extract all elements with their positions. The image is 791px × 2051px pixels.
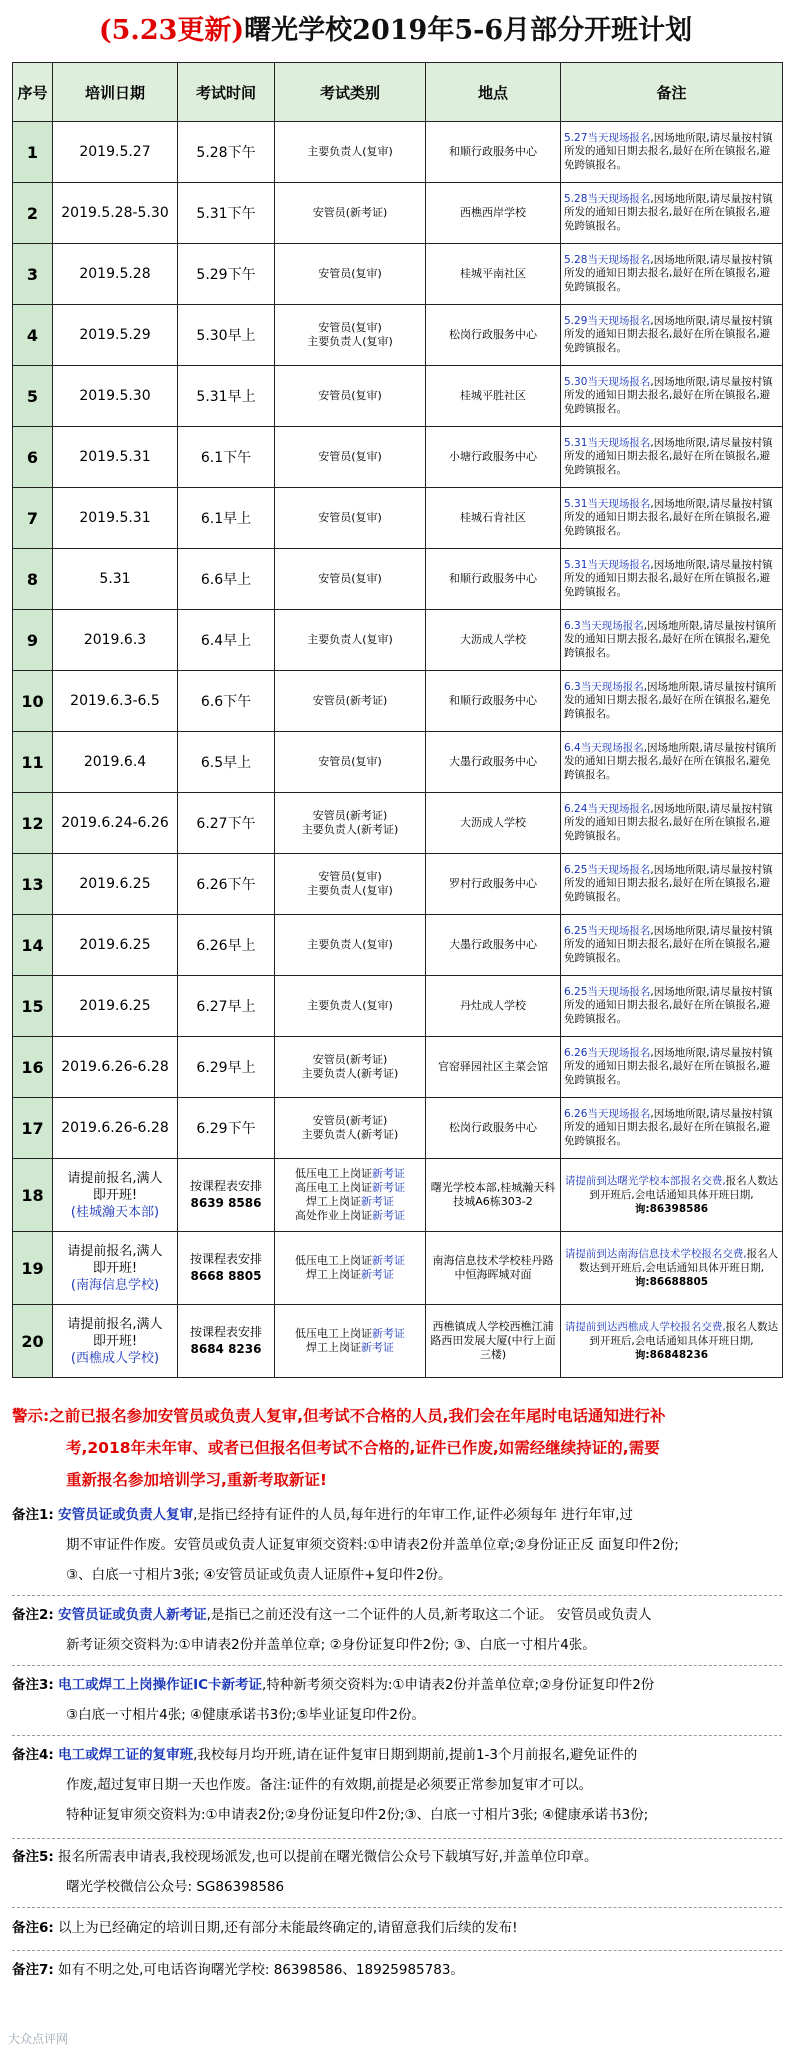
row-note-signup: 5.27当天现场报名 (564, 131, 651, 144)
row-no: 3 (13, 244, 53, 305)
row-note (561, 244, 783, 305)
row-exam-time: 6.29下午 (178, 1098, 275, 1159)
row-date-campus: (西樵成人学校) (70, 1350, 160, 1366)
row-note-signup: 6.26当天现场报名 (564, 1046, 651, 1059)
note-2-text-1: ,是指已之前还没有这一二个证件的人员,新考取这二个证。 安管员或负责人 (206, 1607, 652, 1623)
row-exam-time (178, 1232, 275, 1305)
page-title (0, 8, 791, 47)
row-place: 大沥成人学校 (426, 610, 561, 671)
row-note-text: ,因场地所限,请尽量按村镇所发的通知日期去报名,最好在所在镇报名,避免跨镇报名。 (564, 253, 773, 293)
header-place: 地点 (426, 63, 561, 122)
table-row (13, 549, 783, 610)
row-no: 20 (13, 1305, 53, 1378)
row-exam-time: 6.1早上 (178, 488, 275, 549)
table-row (13, 1159, 783, 1232)
note-6-text-1: 以上为已经确定的培训日期,还有部分未能最终确定的,请留意我们后续的发布! (58, 1920, 518, 1936)
row-note-text: ,因场地所限,请尽量按村镇所发的通知日期去报名,最好在所在镇报名,避免跨镇报名。 (564, 985, 773, 1025)
row-date: 2019.6.3-6.5 (53, 671, 178, 732)
row-exam-type-line: 安管员(复审) (318, 755, 382, 768)
table-row (13, 1305, 783, 1378)
row-note-text: 报名人数达到开班后,会电话通知具体开班日期, (578, 1248, 779, 1274)
note-2-highlight: 安管员证或负责人新考证 (58, 1607, 207, 1623)
row-note (561, 732, 783, 793)
header-exam: 考试时间 (178, 63, 275, 122)
row-exam-type-kind: 新考证 (361, 1195, 394, 1208)
row-note-signup: 5.31当天现场报名 (564, 497, 651, 510)
row-date-line: 请提前报名,满人 (67, 1243, 163, 1259)
row-note (561, 671, 783, 732)
row-exam-type-line: 主要负责人(新考证) (301, 823, 399, 836)
row-exam-type-kind: 新考证 (372, 1327, 405, 1340)
row-exam-type (275, 671, 426, 732)
row-date: 2019.5.29 (53, 305, 178, 366)
row-note-phone: 询:86688805 (634, 1276, 709, 1288)
row-place: 丹灶成人学校 (426, 976, 561, 1037)
row-note (561, 1232, 783, 1305)
table-row (13, 854, 783, 915)
warning-line-3: 重新报名参加培训学习,重新考取新证! (66, 1471, 327, 1489)
row-note-text: ,因场地所限,请尽量按村镇所发的通知日期去报名,最好在所在镇报名,避免跨镇报名。 (564, 924, 773, 964)
row-no: 6 (13, 427, 53, 488)
row-exam-time (178, 1305, 275, 1378)
row-exam-type-cert: 低压电工上岗证 (295, 1327, 372, 1340)
row-exam-type-cert: 焊工上岗证 (306, 1341, 361, 1354)
note-6-label: 备注6: (12, 1920, 54, 1936)
row-no: 17 (13, 1098, 53, 1159)
row-date: 5.31 (53, 549, 178, 610)
row-exam-line: 按课程表安排 (189, 1325, 262, 1339)
table-row (13, 610, 783, 671)
row-no: 12 (13, 793, 53, 854)
row-date: 2019.6.4 (53, 732, 178, 793)
row-exam-type-cert: 高处作业上岗证 (295, 1209, 372, 1222)
row-exam-line: 按课程表安排 (189, 1252, 262, 1266)
note-4-highlight: 电工或焊工证的复审班 (58, 1747, 194, 1763)
divider (12, 1838, 782, 1839)
row-date: 2019.6.26-6.28 (53, 1098, 178, 1159)
row-exam-type-line: 主要负责人(复审) (307, 633, 393, 646)
row-note (561, 915, 783, 976)
row-note-signup: 6.3当天现场报名 (564, 619, 644, 632)
row-date-line: 即开班! (92, 1187, 138, 1203)
table-row (13, 366, 783, 427)
row-no: 11 (13, 732, 53, 793)
row-exam-type (275, 1098, 426, 1159)
row-date-line: 请提前报名,满人 (67, 1316, 163, 1332)
header-no: 序号 (13, 63, 53, 122)
row-note (561, 366, 783, 427)
row-exam-time: 6.6早上 (178, 549, 275, 610)
row-note-signup: 5.28当天现场报名 (564, 192, 651, 205)
row-note-text: ,因场地所限,请尽量按村镇所发的通知日期去报名,最好在所在镇报名,避免跨镇报名。 (564, 436, 773, 476)
row-exam-type-line: 主要负责人(新考证) (301, 1128, 399, 1141)
row-exam-type-kind: 新考证 (372, 1181, 405, 1194)
note-4-text-1: ,我校每月均开班,请在证件复审日期到期前,提前1-3个月前报名,避免证件的 (193, 1747, 638, 1763)
row-exam-type-kind: 新考证 (372, 1209, 405, 1222)
row-exam-type-kind: 新考证 (361, 1268, 394, 1281)
row-exam-type-line: 安管员(复审) (318, 511, 382, 524)
row-date: 2019.5.31 (53, 488, 178, 549)
row-note-signup: 6.26当天现场报名 (564, 1107, 651, 1120)
row-note (561, 976, 783, 1037)
row-note-text: ,因场地所限,请尽量按村镇所发的通知日期去报名,最好在所在镇报名,避免跨镇报名。 (564, 863, 773, 903)
table-row (13, 305, 783, 366)
table-row (13, 1098, 783, 1159)
row-exam-type (275, 1305, 426, 1378)
row-note (561, 1098, 783, 1159)
row-exam-time (178, 1159, 275, 1232)
header-note: 备注 (561, 63, 783, 122)
row-date-line: 即开班! (92, 1333, 138, 1349)
row-place: 桂城平胜社区 (426, 366, 561, 427)
note-7-text-1: 如有不明之处,可电话咨询曙光学校: 86398586、18925985783。 (58, 1962, 464, 1978)
row-note-signup: 5.31当天现场报名 (564, 436, 651, 449)
row-date: 2019.6.25 (53, 915, 178, 976)
row-note (561, 610, 783, 671)
row-exam-type-line (277, 1195, 423, 1209)
row-exam-type-line: 主要负责人(复审) (307, 999, 393, 1012)
row-exam-type (275, 732, 426, 793)
row-exam-type (275, 915, 426, 976)
row-note-text: ,因场地所限,请尽量按村镇所发的通知日期去报名,最好在所在镇报名,避免跨镇报名。 (564, 680, 777, 720)
note-1 (12, 1500, 782, 1590)
row-exam-type-line: 主要负责人(复审) (307, 884, 393, 897)
row-note-phone: 询:86848236 (634, 1349, 709, 1361)
row-place: 南海信息技术学校桂丹路中恒海晖城对面 (426, 1232, 561, 1305)
row-no: 16 (13, 1037, 53, 1098)
note-4-label: 备注4: (12, 1747, 54, 1763)
row-exam-time: 6.26早上 (178, 915, 275, 976)
row-place: 桂城石肯社区 (426, 488, 561, 549)
row-exam-type-line: 安管员(复审) (318, 389, 382, 402)
header-date: 培训日期 (53, 63, 178, 122)
row-exam-phone: 8668 8805 (190, 1269, 262, 1283)
note-1-label: 备注1: (12, 1507, 54, 1523)
note-1-text-1: ,是指已经持有证件的人员,每年进行的年审工作,证件必须每年 进行年审,过 (193, 1507, 634, 1523)
row-date: 2019.5.28 (53, 244, 178, 305)
row-exam-time: 6.1下午 (178, 427, 275, 488)
row-date-campus: (南海信息学校) (70, 1277, 160, 1293)
row-note (561, 1037, 783, 1098)
row-place: 小塘行政服务中心 (426, 427, 561, 488)
note-5 (12, 1842, 782, 1902)
row-no: 2 (13, 183, 53, 244)
note-6 (12, 1913, 782, 1943)
row-no: 7 (13, 488, 53, 549)
row-note-signup: 5.29当天现场报名 (564, 314, 651, 327)
row-no: 8 (13, 549, 53, 610)
table-row (13, 671, 783, 732)
row-exam-phone: 8639 8586 (190, 1196, 262, 1210)
row-exam-type-line (277, 1209, 423, 1223)
row-exam-type-line (277, 1268, 423, 1282)
row-exam-type (275, 854, 426, 915)
row-exam-type (275, 1037, 426, 1098)
row-date: 2019.6.24-6.26 (53, 793, 178, 854)
header-type: 考试类别 (275, 63, 426, 122)
row-exam-type (275, 244, 426, 305)
row-exam-type-line: 安管员(复审) (318, 572, 382, 585)
row-place: 和顺行政服务中心 (426, 122, 561, 183)
row-exam-type-kind: 新考证 (372, 1167, 405, 1180)
table-row (13, 732, 783, 793)
row-note-phone: 询:86398586 (634, 1203, 709, 1215)
note-4-text-2: 作废,超过复审日期一天也作废。备注:证件的有效期,前提是必须要正常参加复审才可以。 (66, 1777, 593, 1793)
row-exam-type-line: 安管员(新考证) (312, 1114, 388, 1127)
title-update-tag: (5.23更新) (98, 15, 245, 46)
row-note-signup: 5.31当天现场报名 (564, 558, 651, 571)
row-no: 19 (13, 1232, 53, 1305)
row-note-text: 报名人数达到开班后,会电话通知具体开班日期, (589, 1321, 779, 1347)
row-exam-time: 6.5早上 (178, 732, 275, 793)
row-exam-type-line (277, 1181, 423, 1195)
row-place: 松岗行政服务中心 (426, 305, 561, 366)
table-row (13, 183, 783, 244)
row-note-text: ,因场地所限,请尽量按村镇所发的通知日期去报名,最好在所在镇报名,避免跨镇报名。 (564, 192, 773, 232)
row-exam-type-line: 安管员(复审) (318, 870, 382, 883)
row-exam-type (275, 610, 426, 671)
note-4 (12, 1740, 782, 1830)
table-row (13, 488, 783, 549)
row-exam-time: 6.4早上 (178, 610, 275, 671)
row-no: 10 (13, 671, 53, 732)
row-exam-type-line: 主要负责人(新考证) (301, 1067, 399, 1080)
title-main: 曙光学校2019年5-6月部分开班计划 (244, 15, 693, 46)
row-date: 2019.6.26-6.28 (53, 1037, 178, 1098)
row-exam-type-line: 安管员(复审) (318, 450, 382, 463)
row-exam-type (275, 427, 426, 488)
row-no: 4 (13, 305, 53, 366)
row-note-signup: 6.24当天现场报名 (564, 802, 651, 815)
note-2-text-2: 新考证须交资料为:①申请表2份并盖单位章; ②身份证复印件2份; ③、白底一寸相片4张。 (66, 1637, 596, 1653)
row-note (561, 1159, 783, 1232)
row-note-signup: 6.4当天现场报名 (564, 741, 644, 754)
note-3-text-2: ③白底一寸相片4张; ④健康承诺书3份;⑤毕业证复印件2份。 (66, 1707, 425, 1723)
row-note (561, 793, 783, 854)
row-exam-type-line: 主要负责人(复审) (307, 938, 393, 951)
row-place: 罗村行政服务中心 (426, 854, 561, 915)
row-exam-type-line: 安管员(复审) (318, 321, 382, 334)
divider (12, 1950, 782, 1951)
row-exam-time: 6.27早上 (178, 976, 275, 1037)
row-exam-time: 6.26下午 (178, 854, 275, 915)
row-note (561, 427, 783, 488)
row-note-text: ,因场地所限,请尽量按村镇所发的通知日期去报名,最好在所在镇报名,避免跨镇报名。 (564, 802, 773, 842)
row-exam-type-kind: 新考证 (361, 1341, 394, 1354)
row-date (53, 1232, 178, 1305)
row-exam-type-line (277, 1341, 423, 1355)
warning-line-2: 考,2018年未年审、或者已但报名但考试不合格的,证件已作废,如需经继续持证的,需要 (66, 1439, 660, 1457)
row-exam-time: 6.29早上 (178, 1037, 275, 1098)
row-note-text: ,因场地所限,请尽量按村镇所发的通知日期去报名,最好在所在镇报名,避免跨镇报名。 (564, 741, 777, 781)
row-place: 官窑驿园社区主菜会馆 (426, 1037, 561, 1098)
row-date: 2019.6.3 (53, 610, 178, 671)
row-exam-type (275, 183, 426, 244)
note-2-label: 备注2: (12, 1607, 54, 1623)
row-exam-type-line (277, 1327, 423, 1341)
row-exam-type-line (277, 1254, 423, 1268)
row-note-signup: 6.3当天现场报名 (564, 680, 644, 693)
row-note-text: ,因场地所限,请尽量按村镇所发的通知日期去报名,最好在所在镇报名,避免跨镇报名。 (564, 558, 773, 598)
row-exam-time: 5.30早上 (178, 305, 275, 366)
row-exam-type (275, 549, 426, 610)
row-date: 2019.6.25 (53, 854, 178, 915)
table-row (13, 122, 783, 183)
row-date: 2019.5.27 (53, 122, 178, 183)
row-note-text: ,因场地所限,请尽量按村镇所发的通知日期去报名,最好在所在镇报名,避免跨镇报名。 (564, 619, 777, 659)
row-exam-type (275, 793, 426, 854)
note-4-text-3: 特种证复审须交资料为:①申请表2份;②身份证复印件2份;③、白底一寸相片3张; ④健康承诺书3份; (66, 1807, 649, 1823)
row-note (561, 122, 783, 183)
watermark: 大众点评网 (8, 2032, 69, 2046)
row-note (561, 549, 783, 610)
schedule-table (12, 62, 783, 1378)
divider (12, 1595, 782, 1596)
warning-block (12, 1400, 780, 1496)
row-exam-time: 5.28下午 (178, 122, 275, 183)
row-note-text: 报名人数达到开班后,会电话通知具体开班日期, (589, 1175, 779, 1201)
row-exam-time: 5.29下午 (178, 244, 275, 305)
row-date: 2019.5.30 (53, 366, 178, 427)
row-note (561, 1305, 783, 1378)
note-1-highlight: 安管员证或负责人复审 (58, 1507, 194, 1523)
row-exam-type-line: 安管员(新考证) (312, 694, 388, 707)
note-7-label: 备注7: (12, 1962, 54, 1978)
row-place: 和顺行政服务中心 (426, 549, 561, 610)
note-1-text-3: ③、白底一寸相片3张; ④安管员证或负责人证原件+复印件2份。 (66, 1567, 452, 1583)
note-3-highlight: 电工或焊工上岗操作证IC卡新考证 (58, 1677, 263, 1693)
note-5-text-2: 曙光学校微信公众号: SG86398586 (66, 1879, 285, 1895)
row-note-signup: 请提前到达西樵成人学校报名交费, (564, 1321, 726, 1333)
row-exam-type-line: 主要负责人(复审) (307, 335, 393, 348)
row-note-signup: 6.25当天现场报名 (564, 985, 651, 998)
row-exam-type (275, 976, 426, 1037)
row-note-text: ,因场地所限,请尽量按村镇所发的通知日期去报名,最好在所在镇报名,避免跨镇报名。 (564, 131, 773, 171)
row-exam-time: 5.31早上 (178, 366, 275, 427)
note-3 (12, 1670, 782, 1730)
note-3-label: 备注3: (12, 1677, 54, 1693)
row-place: 西樵西岸学校 (426, 183, 561, 244)
row-date: 2019.5.31 (53, 427, 178, 488)
note-7 (12, 1955, 782, 1985)
divider (12, 1735, 782, 1736)
divider (12, 1665, 782, 1666)
row-note (561, 305, 783, 366)
row-exam-type (275, 1159, 426, 1232)
row-place: 桂城平南社区 (426, 244, 561, 305)
row-note-signup: 6.25当天现场报名 (564, 863, 651, 876)
row-exam-type (275, 1232, 426, 1305)
row-no: 14 (13, 915, 53, 976)
row-exam-time: 6.27下午 (178, 793, 275, 854)
row-note (561, 854, 783, 915)
row-date-campus: (桂城瀚天本部) (70, 1204, 160, 1220)
row-no: 9 (13, 610, 53, 671)
row-note-signup: 5.28当天现场报名 (564, 253, 651, 266)
row-exam-type-cert: 焊工上岗证 (306, 1268, 361, 1281)
row-exam-type-cert: 低压电工上岗证 (295, 1167, 372, 1180)
table-row (13, 976, 783, 1037)
row-place: 大墨行政服务中心 (426, 915, 561, 976)
row-place: 曙光学校本部,桂城瀚天科技城A6栋303-2 (426, 1159, 561, 1232)
note-1-text-2: 期不审证件作废。安管员或负责人证复审须交资料:①申请表2份并盖单位章;②身份证正反 面复印件2份; (66, 1537, 679, 1553)
row-no: 1 (13, 122, 53, 183)
row-place: 大墨行政服务中心 (426, 732, 561, 793)
row-exam-type-cert: 低压电工上岗证 (295, 1254, 372, 1267)
row-no: 15 (13, 976, 53, 1037)
row-exam-type-kind: 新考证 (372, 1254, 405, 1267)
row-no: 18 (13, 1159, 53, 1232)
divider (12, 1907, 782, 1908)
row-exam-type (275, 122, 426, 183)
row-no: 5 (13, 366, 53, 427)
row-exam-phone: 8684 8236 (190, 1342, 262, 1356)
warning-line-1: 警示:之前已报名参加安管员或负责人复审,但考试不合格的人员,我们会在年尾时电话通知进行补 (12, 1407, 666, 1425)
row-exam-type-line: 安管员(新考证) (312, 206, 388, 219)
row-date-line: 即开班! (92, 1260, 138, 1276)
table-row (13, 793, 783, 854)
row-note-text: ,因场地所限,请尽量按村镇所发的通知日期去报名,最好在所在镇报名,避免跨镇报名。 (564, 314, 773, 354)
row-note-signup: 6.25当天现场报名 (564, 924, 651, 937)
row-exam-line: 按课程表安排 (189, 1179, 262, 1193)
row-exam-type (275, 366, 426, 427)
row-exam-type (275, 488, 426, 549)
row-exam-type-line: 安管员(新考证) (312, 1053, 388, 1066)
table-row (13, 244, 783, 305)
row-note-signup: 请提前到达曙光学校本部报名交费, (564, 1175, 726, 1187)
row-date: 2019.5.28-5.30 (53, 183, 178, 244)
table-row (13, 1037, 783, 1098)
table-row (13, 1232, 783, 1305)
table-row (13, 915, 783, 976)
row-exam-type-line: 安管员(新考证) (312, 809, 388, 822)
row-note-signup: 请提前到达南海信息技术学校报名交费, (564, 1248, 747, 1260)
row-exam-time: 6.6下午 (178, 671, 275, 732)
row-place: 松岗行政服务中心 (426, 1098, 561, 1159)
row-place: 西樵镇成人学校西樵江浦路西田发展大厦(中行上面三楼) (426, 1305, 561, 1378)
row-note (561, 488, 783, 549)
row-exam-time: 5.31下午 (178, 183, 275, 244)
row-note-text: ,因场地所限,请尽量按村镇所发的通知日期去报名,最好在所在镇报名,避免跨镇报名。 (564, 497, 773, 537)
row-exam-type-line (277, 1167, 423, 1181)
note-5-text-1: 报名所需表申请表,我校现场派发,也可以提前在曙光微信公众号下载填写好,并盖单位印章。 (58, 1849, 598, 1865)
row-date (53, 1305, 178, 1378)
row-place: 大沥成人学校 (426, 793, 561, 854)
row-note-text: ,因场地所限,请尽量按村镇所发的通知日期去报名,最好在所在镇报名,避免跨镇报名。 (564, 1046, 773, 1086)
row-note-signup: 5.30当天现场报名 (564, 375, 651, 388)
table-header-row (13, 63, 783, 122)
row-exam-type-cert: 高压电工上岗证 (295, 1181, 372, 1194)
row-no: 13 (13, 854, 53, 915)
note-5-label: 备注5: (12, 1849, 54, 1865)
row-note-text: ,因场地所限,请尽量按村镇所发的通知日期去报名,最好在所在镇报名,避免跨镇报名。 (564, 1107, 773, 1147)
note-3-text-1: ,特种新考须交资料为:①申请表2份并盖单位章;②身份证复印件2份 (262, 1677, 655, 1693)
row-exam-type-line: 安管员(复审) (318, 267, 382, 280)
row-date-line: 请提前报名,满人 (67, 1170, 163, 1186)
row-note (561, 183, 783, 244)
row-note-text: ,因场地所限,请尽量按村镇所发的通知日期去报名,最好在所在镇报名,避免跨镇报名。 (564, 375, 773, 415)
row-exam-type (275, 305, 426, 366)
table-row (13, 427, 783, 488)
row-place: 和顺行政服务中心 (426, 671, 561, 732)
row-exam-type-line: 主要负责人(复审) (307, 145, 393, 158)
note-2 (12, 1600, 782, 1660)
row-date: 2019.6.25 (53, 976, 178, 1037)
row-exam-type-cert: 焊工上岗证 (306, 1195, 361, 1208)
row-date (53, 1159, 178, 1232)
